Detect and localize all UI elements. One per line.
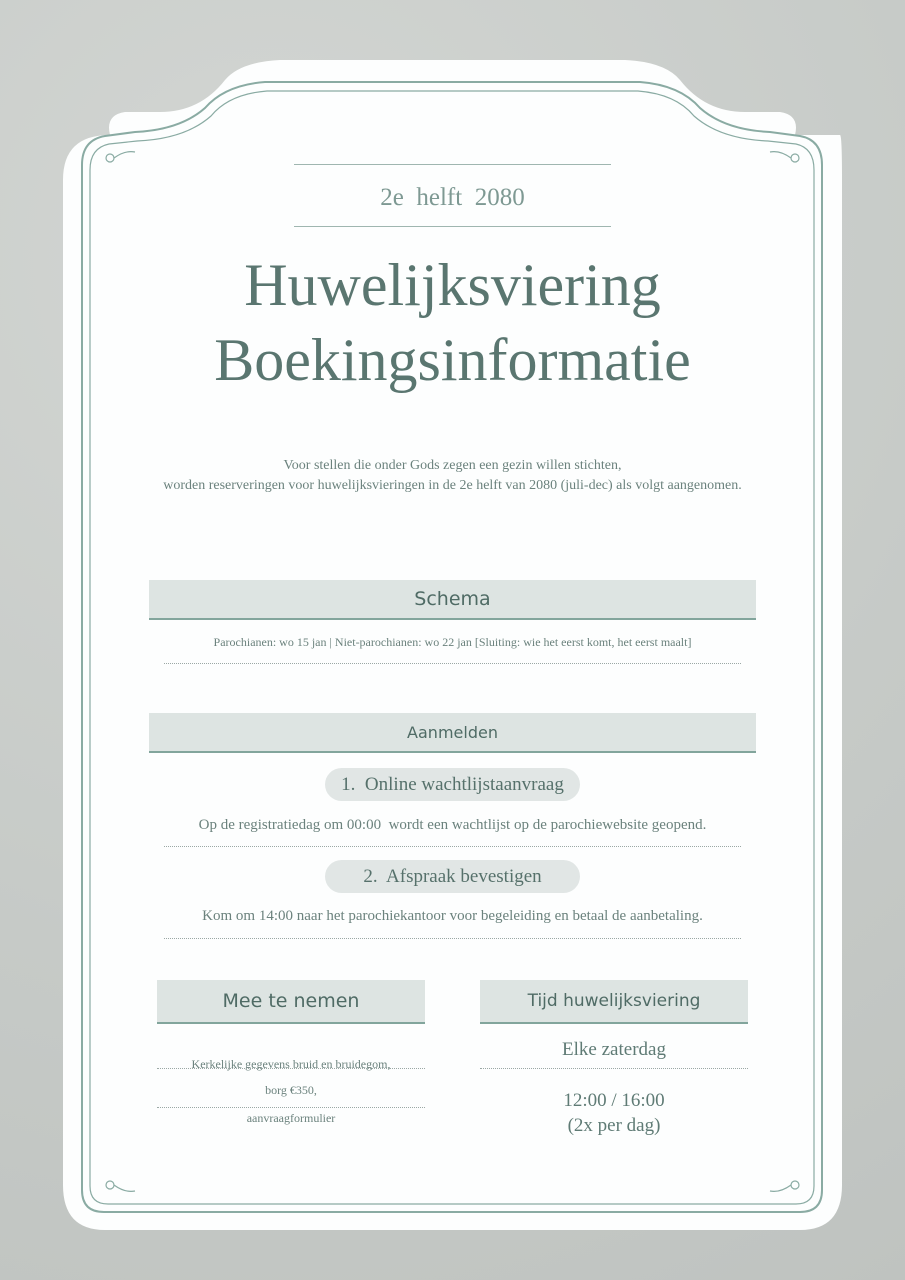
- time-heading-text: Tijd huwelijksviering: [527, 991, 701, 1011]
- step-2-label: [325, 860, 580, 893]
- period-rule-bottom: [294, 226, 611, 227]
- step-1-label: [325, 768, 580, 801]
- step-1-text: Op de registratiedag om 00:00 wordt een wachtlijst op de parochiewebsite geopend.: [198, 817, 707, 833]
- period-label: 2e helft 2080: [380, 184, 525, 211]
- intro-line1: Voor stellen die onder Gods zegen een gezin willen stichten,: [283, 458, 622, 473]
- page-title-line1: Huwelijksviering: [244, 252, 661, 318]
- period-rule-top: [294, 164, 611, 165]
- bring-item-3: aanvraagformulier: [246, 1111, 336, 1125]
- bring-item-1: Kerkelijke gegevens bruid en bruidegom,: [191, 1057, 391, 1071]
- bring-heading-text: Mee te nemen: [222, 990, 360, 1012]
- page-title-line2: Boekingsinformatie: [214, 327, 691, 393]
- time-per-day: (2x per dag): [567, 1115, 661, 1136]
- schedule-text: Parochianen: wo 15 jan | Niet-parochianen: wo 22 jan [Sluiting: wie het eerst komt, het eerst maalt]: [213, 635, 692, 649]
- intro-line2: worden reserveringen voor huwelijksvieringen in de 2e helft van 2080 (juli-dec) als volgt aangenomen.: [163, 478, 742, 493]
- register-heading-text: Aanmelden: [407, 722, 498, 742]
- bring-divider-1: [157, 1068, 425, 1069]
- bring-divider-2: [157, 1107, 425, 1108]
- bring-item-2: borg €350,: [265, 1083, 317, 1097]
- step-1-divider: [164, 846, 741, 847]
- step-1-label-text: 1. Online wachtlijstaanvraag: [341, 773, 564, 795]
- time-slots: 12:00 / 16:00: [563, 1090, 665, 1111]
- time-divider: [480, 1068, 748, 1069]
- schedule-heading-text: Schema: [414, 588, 491, 610]
- bring-heading: [157, 980, 425, 1024]
- schedule-divider: [164, 663, 741, 664]
- register-heading: [149, 713, 756, 753]
- schedule-heading: [149, 580, 756, 620]
- step-2-label-text: 2. Afspraak bevestigen: [363, 865, 542, 887]
- time-day: Elke zaterdag: [562, 1039, 666, 1060]
- step-2-divider: [164, 938, 741, 939]
- time-heading: [480, 980, 748, 1024]
- step-2-text: Kom om 14:00 naar het parochiekantoor voor begeleiding en betaal de aanbetaling.: [202, 908, 703, 924]
